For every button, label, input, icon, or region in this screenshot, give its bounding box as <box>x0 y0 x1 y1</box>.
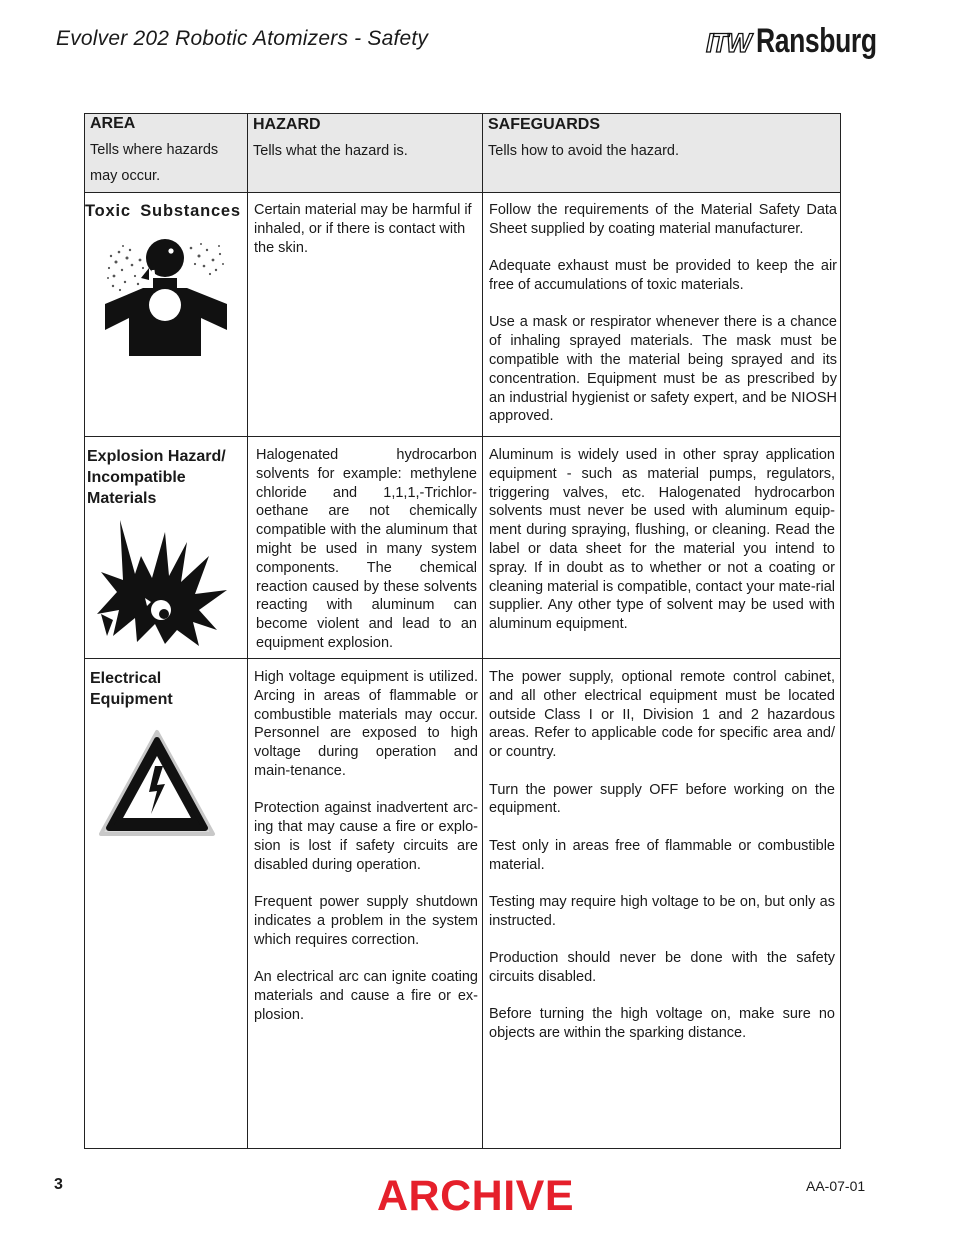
area-electrical-equipment: Electrical Equipment <box>90 670 173 708</box>
explosion-icon <box>95 518 230 648</box>
safeguard-paragraph: Before turning the high voltage on, make sure no objects are within the sparking distance. <box>489 1006 835 1042</box>
document-code: AA-07-01 <box>806 1178 866 1194</box>
header-hazard-label: HAZARD <box>253 116 321 133</box>
safeguard-paragraph: Aluminum is widely used in other spray application equipment - such as material pumps, regulators, triggering valves, etc. Halogenated hydrocarbon solvents must never be used with aluminum equip-ment during spraying, flushing, or cleaning. Read the label or data sheet for the material you intend to spray. If in doubt as to whether or not a coating or cleaning material is compatible, contact your mate-rial supplier. Any other type of solvent may be used with aluminum equipment. <box>489 447 835 633</box>
hazard-paragraph: Protection against inadvertent arc-ing that may cause a fire or explo-sion is lost if safety circuits are disabled during operation. <box>254 800 478 873</box>
document-title: Evolver 202 Robotic Atomizers - Safety <box>56 27 429 50</box>
itw-ransburg-logo <box>706 18 876 70</box>
hazard-paragraph: High voltage equipment is utilized. Arcing in areas of flammable or combustible materials may occur. Personnel are exposed to high voltage during operation and main-tenance. <box>254 669 478 779</box>
safeguard-paragraph: Turn the power supply OFF before working on the equipment. <box>489 781 835 817</box>
safeguards-explosion <box>489 446 835 653</box>
logo-itw-text: ITW <box>706 28 750 58</box>
safeguard-paragraph: Test only in areas free of flammable or combustible material. <box>489 837 835 873</box>
safeguard-paragraph: Use a mask or respirator whenever there is a chance of inhaling sprayed materials. The mask must be compatible with the material being sprayed and its concentration. Equipment must be as prescribed by an industrial hygienist or safety expert, and be NIOSH approved. <box>489 314 837 425</box>
header-hazard-description: Tells what the hazard is. <box>253 143 408 159</box>
safeguard-paragraph: Production should never be done with the safety circuits disabled. <box>489 950 835 985</box>
header-area-description: Tells where hazards may occur. <box>90 142 219 184</box>
hazard-paragraph: Halogenated hydrocarbon solvents for example: methylene chloride and 1,1,1,-Trichlor-oethane are not chemically compatible with the aluminum that might be used in many system components. The chemical reaction caused by these solvents reacting with aluminum can become violent and lead to an equipment explosion. <box>256 447 477 651</box>
header-safeguards-description: Tells how to avoid the hazard. <box>488 143 680 159</box>
page-number: 3 <box>54 1176 63 1193</box>
hazard-toxic-substances <box>254 201 480 276</box>
hazard-paragraph: Frequent power supply shutdown indicates a problem in the system which requires correction. <box>254 894 478 948</box>
hazard-electrical <box>254 668 478 1043</box>
column-divider <box>482 114 483 1148</box>
logo-brand-text: Ransburg <box>756 22 877 60</box>
area-explosion-hazard: Explosion Hazard/ Incompatible Materials <box>87 448 226 507</box>
hazard-paragraph: Certain material may be harmful if inhaled, or if there is contact with the skin. <box>254 202 472 256</box>
safeguards-toxic-substances <box>489 201 837 445</box>
header-safeguards-label: SAFEGUARDS <box>488 116 601 133</box>
safeguard-paragraph: Follow the requirements of the Material Safety Data Sheet supplied by coating material manufacturer. <box>489 202 837 237</box>
row-divider <box>85 192 840 193</box>
archive-stamp: ARCHIVE <box>377 1172 575 1220</box>
safeguard-paragraph: Testing may require high voltage to be on, but only as instructed. <box>489 893 835 929</box>
safeguards-electrical <box>489 668 835 1062</box>
hazard-paragraph: An electrical arc can ignite coating materials and cause a fire or ex-plosion. <box>254 969 478 1023</box>
column-divider <box>247 114 248 1148</box>
safeguard-paragraph: Adequate exhaust must be provided to keep the air free of accumulations of toxic materials. <box>489 258 837 293</box>
hazard-explosion <box>256 446 477 671</box>
high-voltage-warning-icon <box>97 728 217 840</box>
toxic-inhalation-icon <box>105 238 227 358</box>
safeguard-paragraph: The power supply, optional remote control cabinet, and all other electrical equipment must be located outside Class I or II, Division 1 and 2 hazardous areas. Refer to applicable code for specific area and/ or country. <box>489 669 835 761</box>
header-area-label: AREA <box>90 115 136 132</box>
area-toxic-substances: Toxic Substances <box>85 202 241 220</box>
safety-table <box>84 113 841 1149</box>
